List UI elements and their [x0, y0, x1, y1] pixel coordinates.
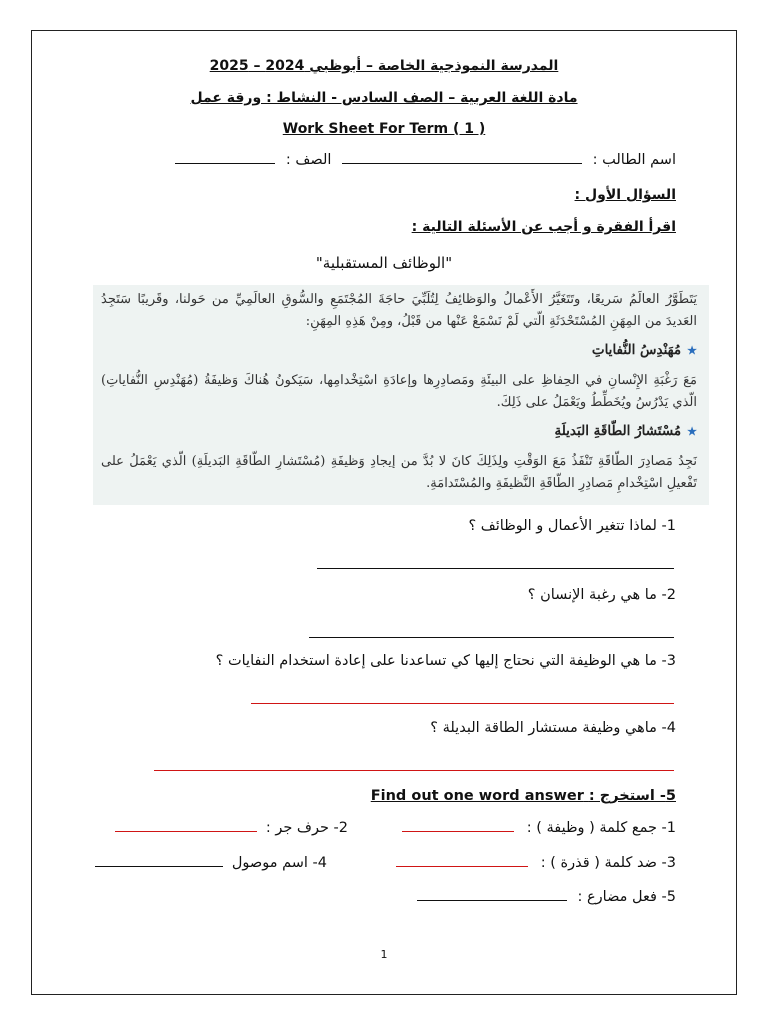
page-number: 1: [380, 948, 388, 961]
page-border: [31, 30, 737, 995]
q5-item-1-field[interactable]: [402, 831, 514, 832]
passage-energy-consultant-text: نَجِدُ مَصادِرَ الطّاقَةِ تَنْفَذُ مَعَ الوَقْتِ ولِذَلِكَ كانَ لا بُدَّ من إيجادِ وَظيفَةِ (مُسْتَشارِ الطّاقَةِ البَديلَةِ) الّذي يَعْمَلُ على تَفْعيلِ اسْتِخْدامِ مَصادِرِ الطّاقَةِ النَّظيفَةِ والمُسْتَدامَةِ.: [101, 454, 697, 491]
answer-line-4[interactable]: [154, 770, 674, 771]
question-5-title: 5- استخرج : Find out one word answer: [370, 788, 676, 804]
answer-line-3[interactable]: [251, 703, 674, 704]
q5-item-1: 1- جمع كلمة ( وظيفة ) :: [402, 820, 676, 836]
student-name-field[interactable]: [342, 163, 582, 164]
question-1-instruction: اقرأ الفقرة و أجب عن الأسئلة التالية :: [411, 219, 676, 235]
class-field[interactable]: [175, 163, 275, 164]
passage-waste-engineer-text: مَعَ رَغْبَةِ الإِنْسانِ في الحِفاظِ على البيئَةِ ومَصادِرِها وإعادَةِ اسْتِخْدامِها، سَيَكونُ هُناكَ وَظيفَةُ (مُهَنْدِسِ النُّفاياتِ) الّذي يَدْرُسُ ويُخَطِّطُ ويَعْمَلُ على ذَلِكَ.: [101, 373, 697, 410]
class-label: الصف :: [285, 152, 332, 168]
star-bullet-icon: ★: [687, 425, 697, 438]
subject-title: مادة اللغة العربية – الصف السادس - النشاط : ورقة عمل: [190, 90, 578, 106]
q5-item-5: 5- فعل مضارع :: [417, 889, 676, 905]
answer-line-1[interactable]: [317, 568, 674, 569]
worksheet-title: Work Sheet For Term ( 1 ): [282, 121, 486, 137]
star-bullet-icon: ★: [687, 344, 697, 357]
reading-passage: [93, 285, 709, 505]
student-info-row: [175, 152, 676, 168]
q5-item-2-field[interactable]: [115, 831, 257, 832]
question-1-title: السؤال الأول :: [574, 187, 676, 203]
school-title: المدرسة النموذجية الخاصة – أبوظبي 2024 – 2025: [209, 58, 559, 74]
q5-item-5-field[interactable]: [417, 900, 567, 901]
answer-line-2[interactable]: [309, 637, 674, 638]
student-name-label: اسم الطالب :: [592, 152, 676, 168]
question-text-1: 1- لماذا تتغير الأعمال و الوظائف ؟: [468, 518, 676, 534]
question-text-4: 4- ماهي وظيفة مستشار الطاقة البديلة ؟: [430, 720, 676, 736]
passage-title: "الوظائف المستقبلية": [315, 254, 453, 272]
passage-subtitle-energy-consultant: ★مُسْتَشارُ الطّاقَةِ البَديلَةِ: [554, 423, 697, 439]
q5-item-3: 3- ضد كلمة ( قذرة ) :: [396, 855, 676, 871]
q5-item-3-field[interactable]: [396, 866, 528, 867]
q5-item-4-field[interactable]: [95, 866, 223, 867]
question-text-3: 3- ما هي الوظيفة التي نحتاج إليها كي تساعدنا على إعادة استخدام النفايات ؟: [215, 653, 676, 669]
q5-item-2: 2- حرف جر :: [115, 820, 348, 836]
q5-item-4: 4- اسم موصول: [95, 855, 327, 871]
question-text-2: 2- ما هي رغبة الإنسان ؟: [527, 587, 676, 603]
passage-intro: يَتَطَوَّرُ العالَمُ سَريعًا، وتَتَغَيَّرُ الأَعْمالُ والوَظائِفُ لِتُلَبِّيَ حاجَةَ المُجْتَمَعِ والسُّوقِ العالَمِيِّ من حَولنا، وقَريبًا سَتَجِدُ العَديدَ من المِهَنِ المُسْتَحْدَثَةِ الّتي لَمْ نَسْمَعْ عَنْها من قَبْلُ، ومِنْ هَذِهِ المِهَنِ:: [101, 292, 697, 329]
passage-subtitle-waste-engineer: ★مُهَنْدِسُ النُّفاياتِ: [591, 342, 697, 358]
